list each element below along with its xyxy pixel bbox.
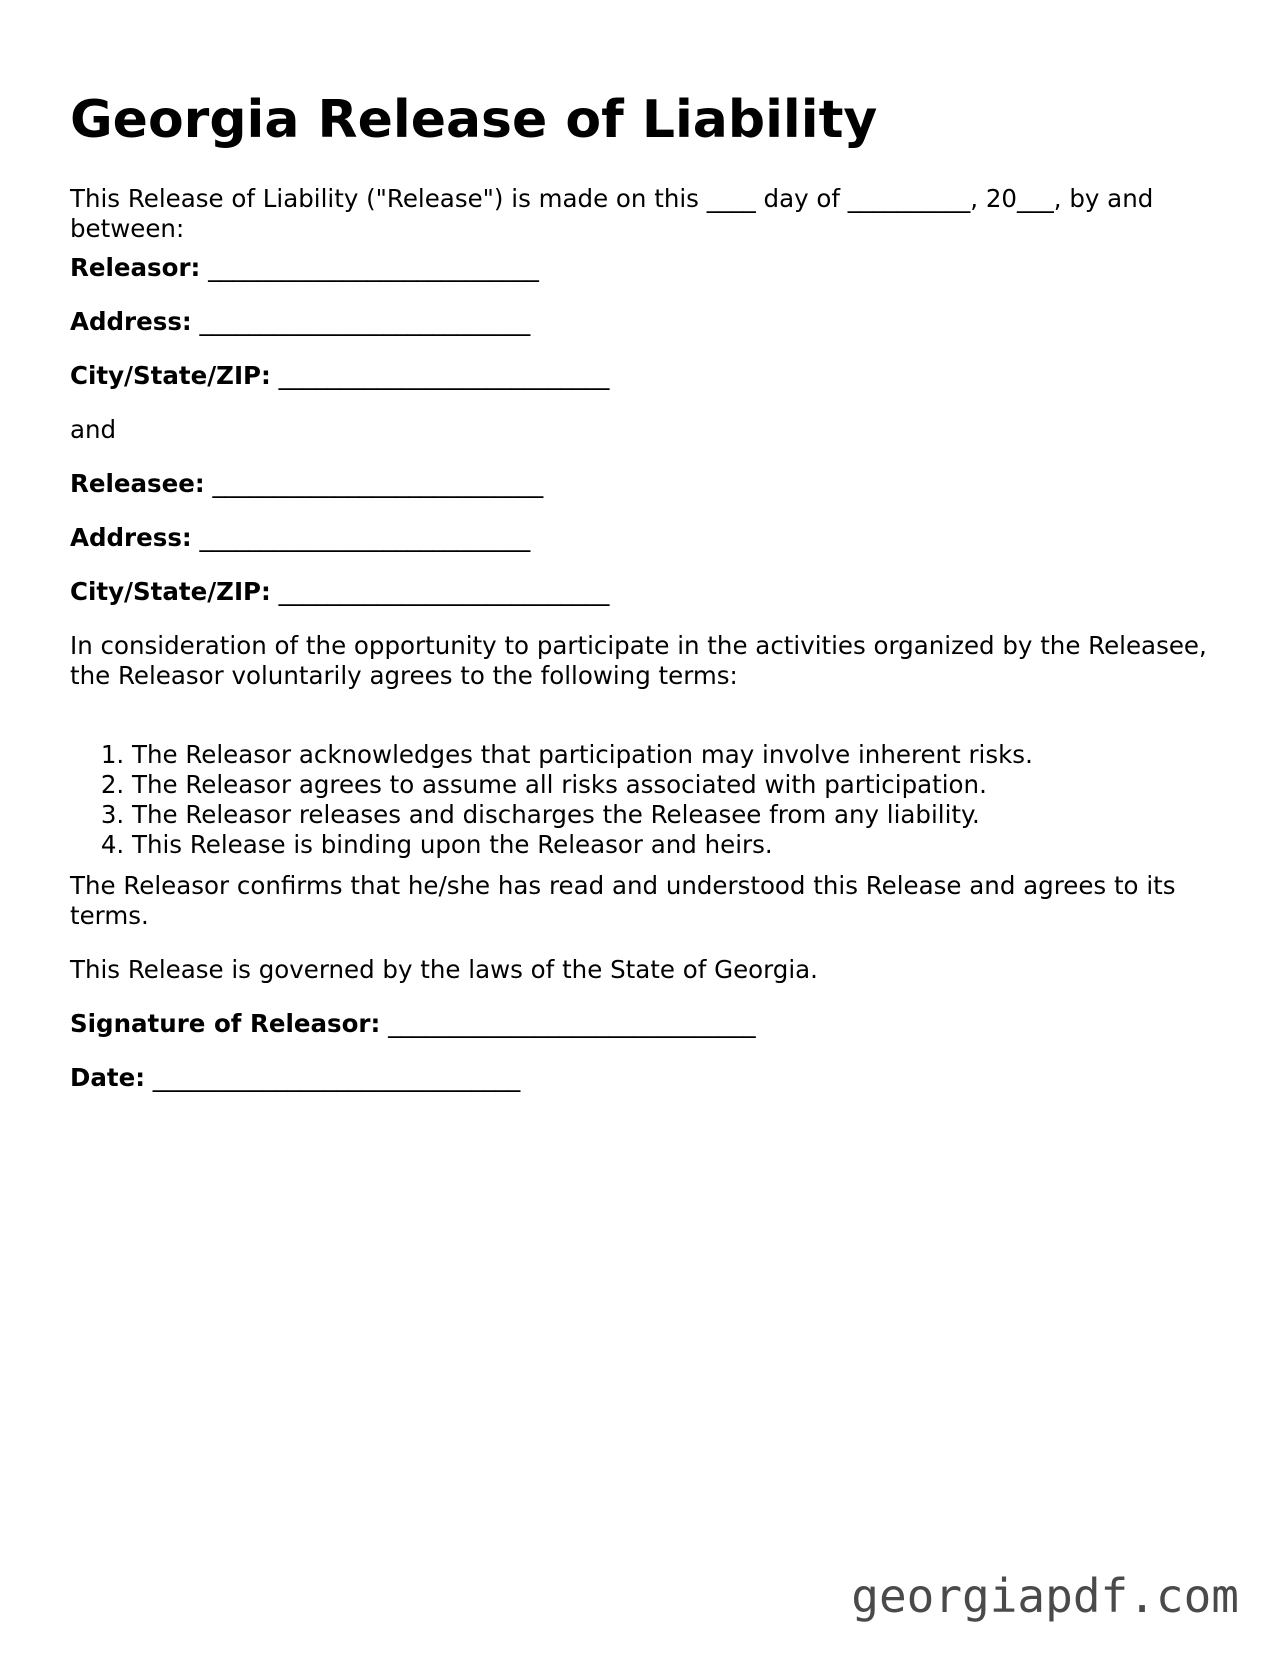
date-label: Date: — [70, 1063, 145, 1092]
date-blank[interactable]: ______________________________ — [152, 1063, 521, 1092]
term-item: 3. The Releasor releases and discharges the Releasee from any liability. — [132, 800, 1033, 830]
releasor-city-blank[interactable]: ___________________________ — [278, 361, 610, 390]
signature-field — [70, 1009, 756, 1039]
consideration-paragraph: In consideration of the opportunity to participate in the activities organized by the Releasee, the Releasor voluntarily agrees to the following terms: — [70, 631, 1207, 690]
signature-label: Signature of Releasor: — [70, 1009, 381, 1038]
releasee-name-field — [70, 469, 543, 499]
signature-blank[interactable]: ______________________________ — [388, 1009, 756, 1038]
governing-law-paragraph: This Release is governed by the laws of the State of Georgia. — [70, 955, 818, 984]
releasee-name-blank[interactable]: ___________________________ — [212, 469, 544, 498]
and-separator: and — [70, 415, 117, 444]
watermark: georgiapdf.com — [851, 1569, 1239, 1623]
releasor-address-blank[interactable]: ___________________________ — [199, 307, 531, 336]
intro-paragraph: This Release of Liability ("Release") is made on this ____ day of __________, 20___, by and between: — [70, 184, 1154, 243]
releasor-city-field — [70, 361, 609, 391]
releasee-name-label: Releasee: — [70, 469, 205, 498]
releasee-city-blank[interactable]: ___________________________ — [278, 577, 610, 606]
releasee-city-field — [70, 577, 609, 607]
releasee-city-label: City/State/ZIP: — [70, 577, 271, 606]
releasee-address-field — [70, 523, 530, 553]
releasor-address-field — [70, 307, 530, 337]
document-title: Georgia Release of Liability — [70, 90, 878, 150]
releasor-name-field — [70, 253, 539, 283]
releasor-address-label: Address: — [70, 307, 192, 336]
date-field — [70, 1063, 520, 1093]
releasor-name-blank[interactable]: ___________________________ — [208, 253, 539, 282]
confirmation-paragraph: The Releasor confirms that he/she has read and understood this Release and agrees to its terms. — [70, 871, 1176, 930]
releasee-address-blank[interactable]: ___________________________ — [199, 523, 531, 552]
terms-list — [70, 740, 1033, 860]
term-item: 2. The Releasor agrees to assume all risks associated with participation. — [132, 770, 1033, 800]
term-item: 4. This Release is binding upon the Releasor and heirs. — [132, 830, 1033, 860]
releasor-name-label: Releasor: — [70, 253, 201, 282]
releasor-city-label: City/State/ZIP: — [70, 361, 271, 390]
releasee-address-label: Address: — [70, 523, 192, 552]
term-item: 1. The Releasor acknowledges that participation may involve inherent risks. — [132, 740, 1033, 770]
